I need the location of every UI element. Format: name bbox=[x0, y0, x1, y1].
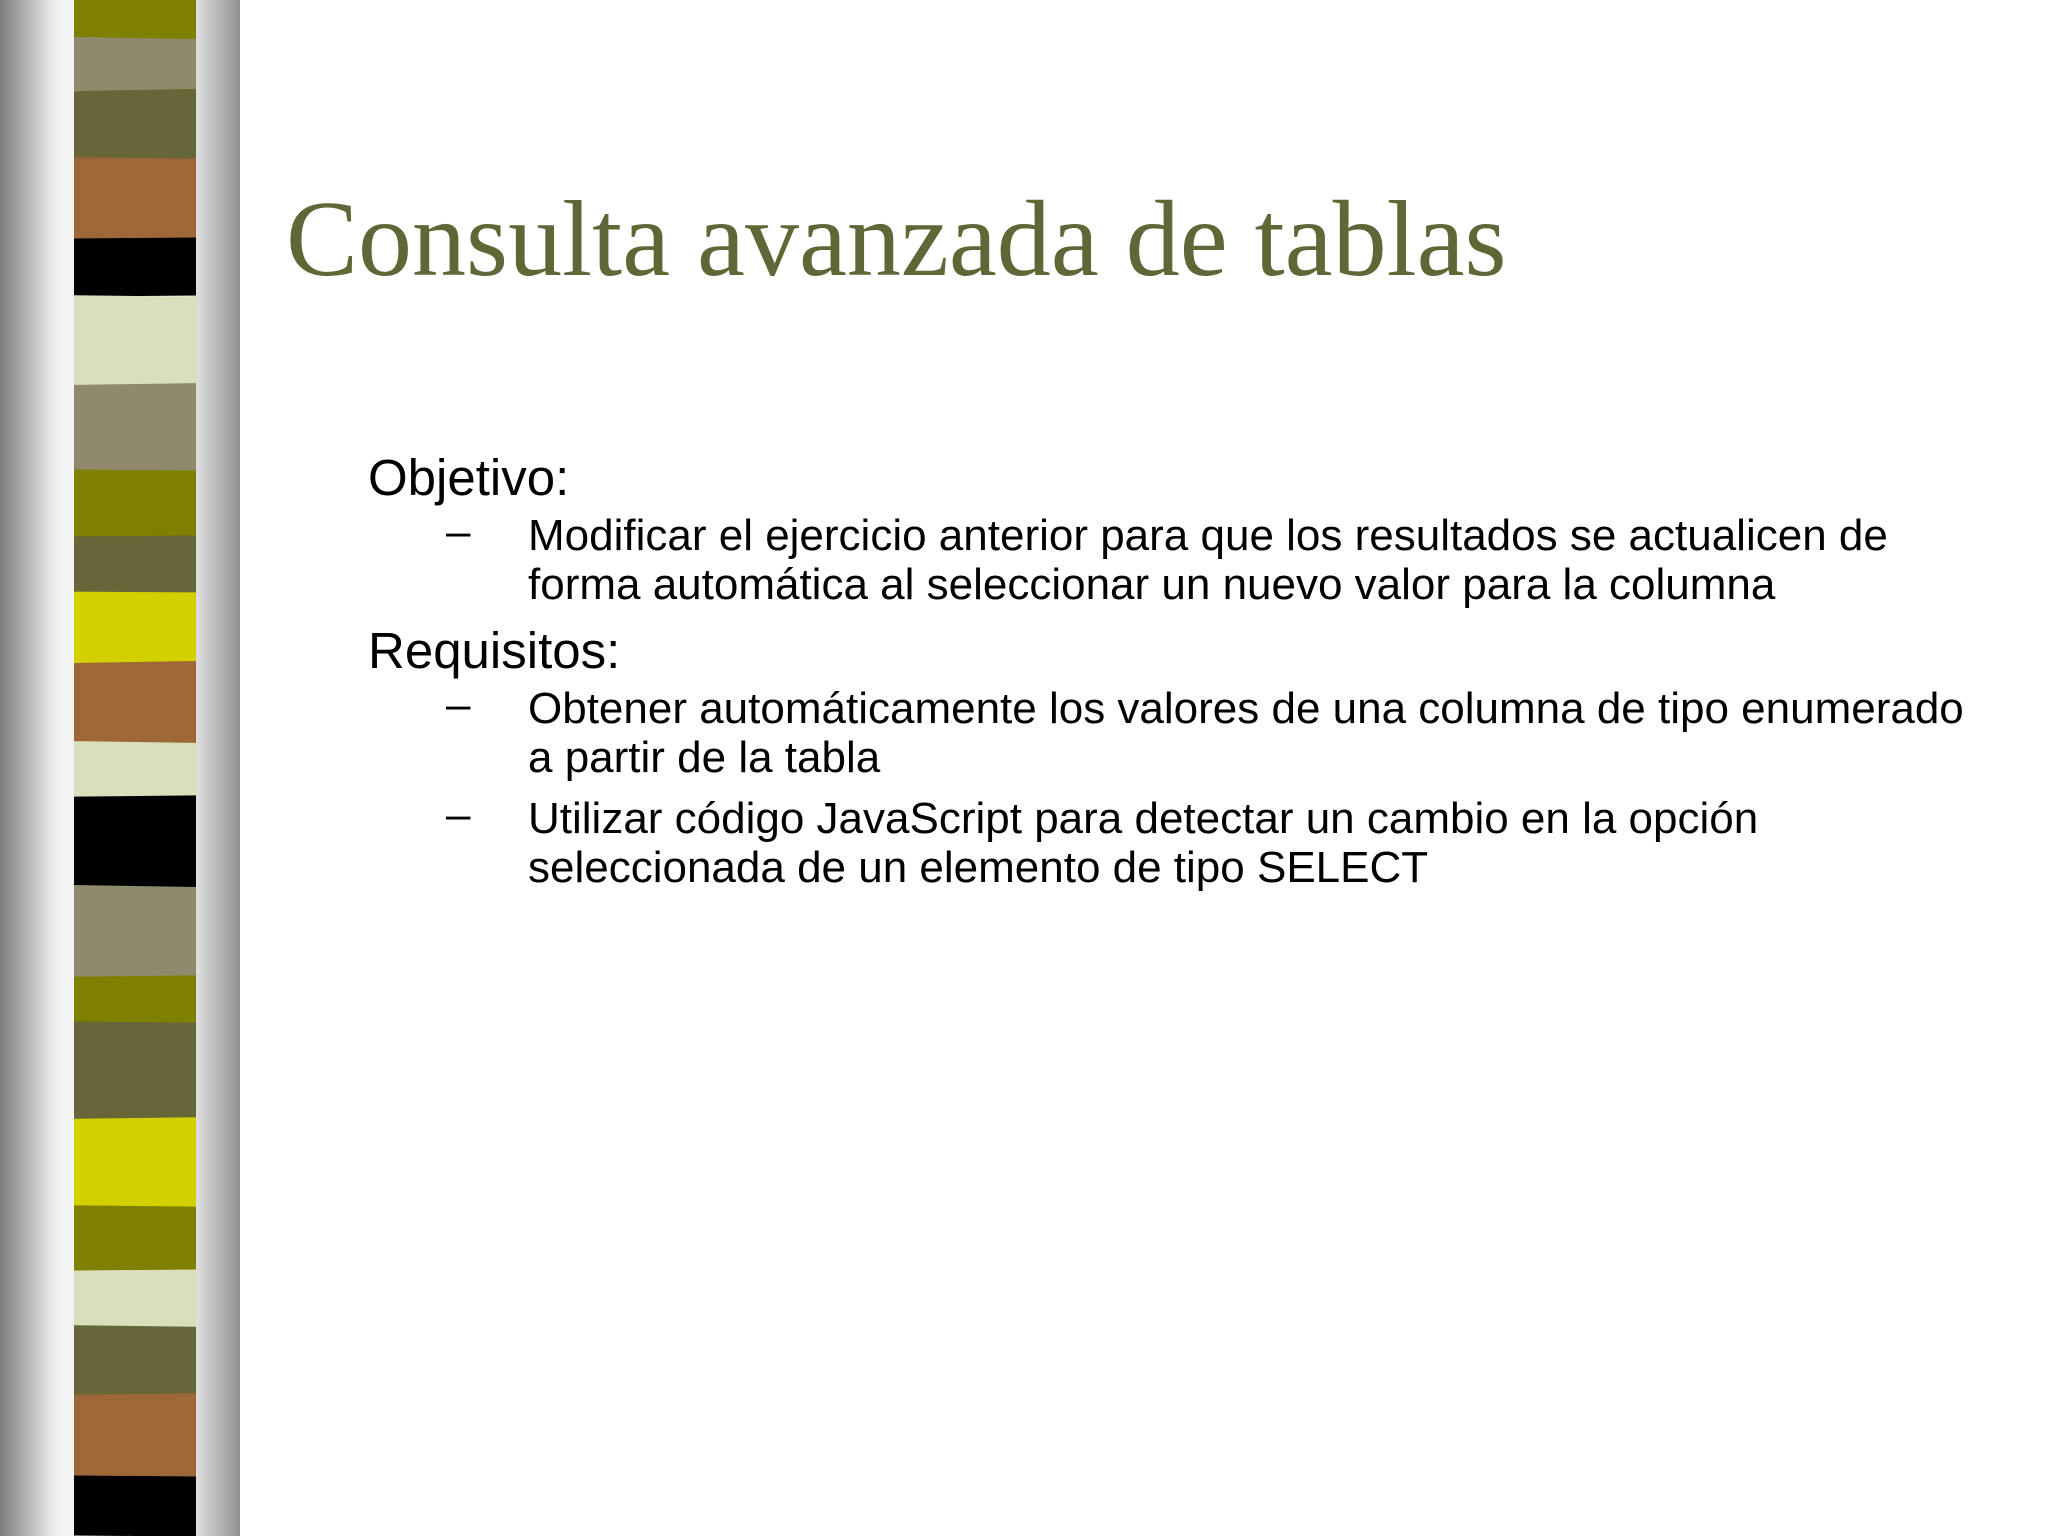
stripe bbox=[74, 795, 196, 888]
decorative-stripes bbox=[74, 0, 196, 1536]
stripe bbox=[74, 1117, 196, 1208]
stripe bbox=[74, 89, 196, 161]
stripe bbox=[74, 1475, 196, 1536]
stripe bbox=[74, 1205, 196, 1272]
stripe bbox=[74, 1393, 196, 1478]
bullet-text: Modificar el ejercicio anterior para que los resultados se actualicen de forma automática al seleccionar un nuevo valor para la columna bbox=[528, 511, 1888, 609]
stripe bbox=[74, 469, 196, 538]
dash-bullet-icon: – bbox=[446, 680, 471, 729]
stripe bbox=[74, 1325, 196, 1396]
slide-title: Consulta avanzada de tablas bbox=[286, 180, 1507, 299]
decorative-side-panel bbox=[0, 0, 240, 1536]
bullet-item bbox=[368, 507, 1988, 609]
stripe bbox=[74, 535, 196, 594]
stripe bbox=[74, 37, 196, 93]
dash-bullet-icon: – bbox=[446, 790, 471, 839]
dash-bullet-icon: – bbox=[446, 507, 471, 556]
stripe bbox=[74, 383, 196, 473]
bullet-text: Utilizar código JavaScript para detectar un cambio en la opción seleccionada de un elemento de tipo SELECT bbox=[528, 794, 1759, 892]
stripe bbox=[74, 1021, 196, 1120]
bullet-text: Obtener automáticamente los valores de una columna de tipo enumerado a partir de la tabla bbox=[528, 684, 1964, 782]
stripe bbox=[74, 295, 196, 386]
stripe bbox=[74, 592, 196, 665]
section-heading-objetivo: Objetivo: bbox=[368, 449, 570, 506]
stripe bbox=[74, 1269, 196, 1328]
stripe bbox=[74, 885, 196, 979]
stripe bbox=[74, 157, 196, 240]
slide-body bbox=[368, 448, 1988, 904]
stripe bbox=[74, 661, 196, 745]
stripe bbox=[74, 741, 196, 799]
bullet-item bbox=[368, 790, 1988, 892]
stripe bbox=[74, 975, 196, 1024]
bullet-item bbox=[368, 680, 1988, 782]
stripe bbox=[74, 0, 196, 42]
stripe bbox=[74, 237, 196, 296]
section-heading-requisitos: Requisitos: bbox=[368, 622, 621, 679]
